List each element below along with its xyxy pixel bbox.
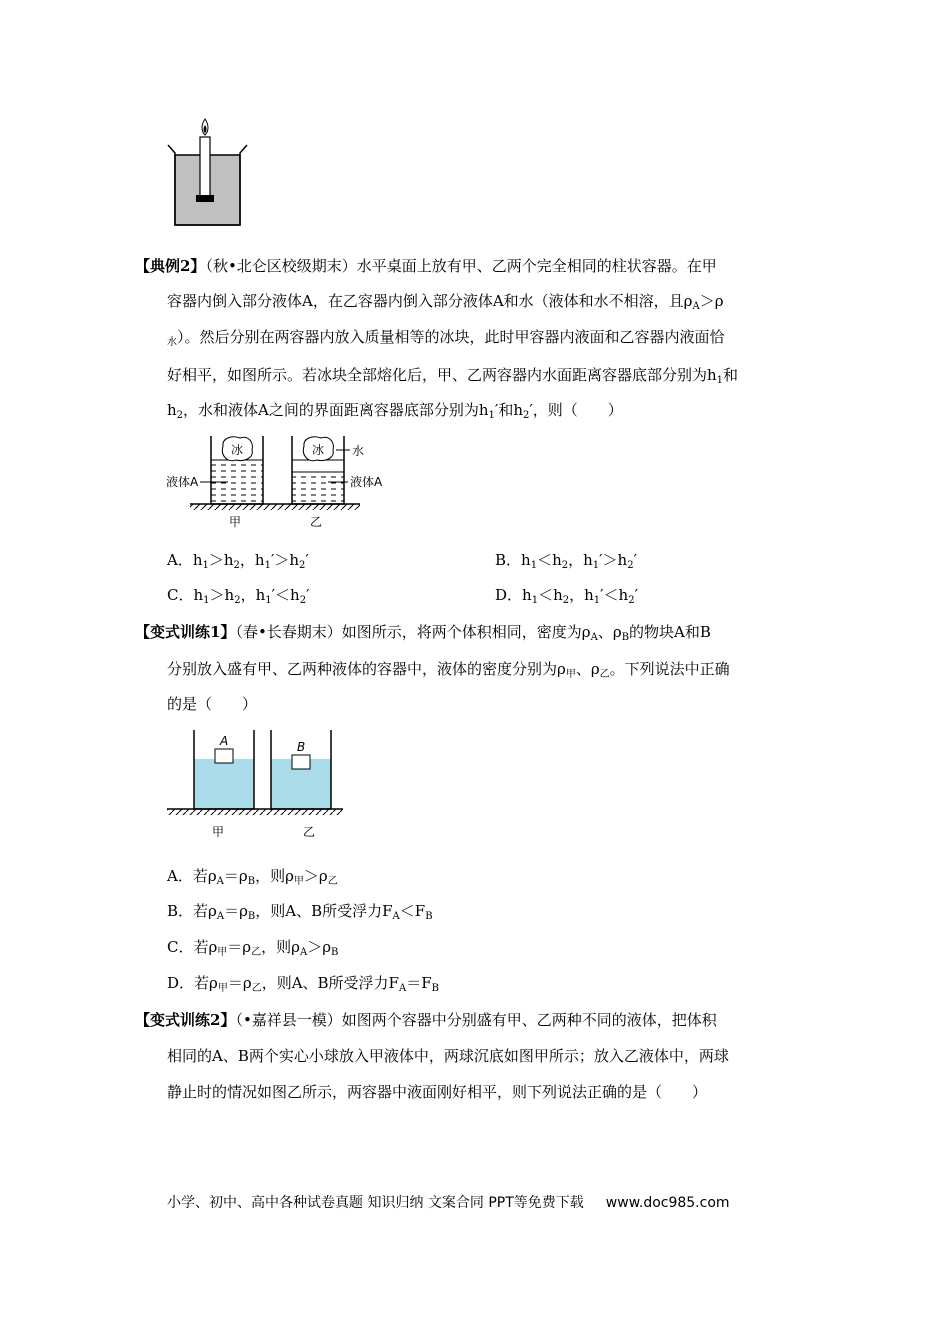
v1-line3: 的是（ ）	[167, 695, 258, 713]
v1-blocks-figure	[165, 728, 345, 843]
block-a-label: A	[220, 734, 229, 748]
v2-line2: 相同的A、B两个实心小球放入甲液体中，两球沉底如图甲所示；放入乙液体中，两球	[167, 1047, 729, 1065]
v1-line1: 【变式训练1】（春•长春期末）如图所示，将两个体积相同，密度为$\rho_A$、$\rho_B$的物块A和B	[135, 623, 711, 643]
v1-line2: 分别放入盛有甲、乙两种液体的容器中，液体的密度分别为$\rho_甲$、$\rho_乙$。下列说法中正确	[167, 660, 730, 680]
liquid-left-label: 液体A	[166, 475, 199, 489]
ex2-line2: 容器内倒入部分液体A，在乙容器内倒入部分液体A和水（液体和水不相溶，且$\rho_A>\rho$	[167, 292, 724, 312]
cap-right: 乙	[310, 515, 323, 529]
ex2-option-b[interactable]: B．$h_1<h_2$，$h_1'>h_2'$	[495, 551, 638, 571]
v1-cap-right: 乙	[303, 825, 316, 839]
v1-option-d[interactable]: D．若$\rho_甲=\rho_乙$，则A、B所受浮力$F_A=F_B$	[167, 974, 439, 994]
ex2-option-d[interactable]: D．$h_1<h_2$，$h_1'<h_2'$	[495, 586, 639, 606]
ex2-ice-figure	[160, 432, 400, 532]
v1-cap-left: 甲	[212, 825, 225, 839]
v2-line1: 【变式训练2】（•嘉祥县一模）如图两个容器中分别盛有甲、乙两种不同的液体，把体积	[135, 1011, 717, 1029]
footer-site-link[interactable]: www.doc985.com	[605, 1195, 730, 1211]
ex2-line4: 好相平，如图所示。若冰块全部熔化后，甲、乙两容器内水面距离容器底部分别为$h_1$和	[167, 366, 739, 386]
ex2-option-c[interactable]: C．$h_1>h_2$，$h_1'<h_2'$	[167, 586, 310, 606]
ice-left-label: 冰	[231, 443, 244, 457]
ex2-line5: $h_2$，水和液体A之间的界面距离容器底部分别为$h_1'$和$h_2'$，则（ ）	[167, 401, 623, 421]
ex2-line3: $_水$）。然后分别在两容器内放入质量相等的冰块，此时甲容器内液面和乙容器内液面恰	[167, 328, 725, 348]
cap-left: 甲	[229, 515, 242, 529]
v1-option-a[interactable]: A．若$\rho_A=\rho_B$，则$\rho_甲>\rho_乙$	[167, 867, 338, 887]
liquid-right-label: 液体A	[350, 475, 383, 489]
v1-option-c[interactable]: C．若$\rho_甲=\rho_乙$，则$\rho_A>\rho_B$	[167, 938, 339, 958]
block-b-label: B	[297, 740, 306, 754]
v1-option-b[interactable]: B．若$\rho_A=\rho_B$，则A、B所受浮力$F_A<F_B$	[167, 902, 433, 922]
candle-beaker-figure	[160, 115, 260, 230]
ex2-option-a[interactable]: A．$h_1>h_2$，$h_1'>h_2'$	[167, 551, 309, 571]
ex2-line1: 【典例2】（秋•北仑区校级期末）水平桌面上放有甲、乙两个完全相同的柱状容器。在甲	[135, 257, 717, 275]
v2-line3: 静止时的情况如图乙所示，两容器中液面刚好相平，则下列说法正确的是（ ）	[167, 1083, 708, 1101]
water-label: 水	[352, 444, 365, 458]
page-footer: 小学、初中、高中各种试卷真题 知识归纳 文案合同 PPT等免费下载 www.doc985.com	[167, 1195, 730, 1211]
ice-right-label: 冰	[312, 443, 325, 457]
